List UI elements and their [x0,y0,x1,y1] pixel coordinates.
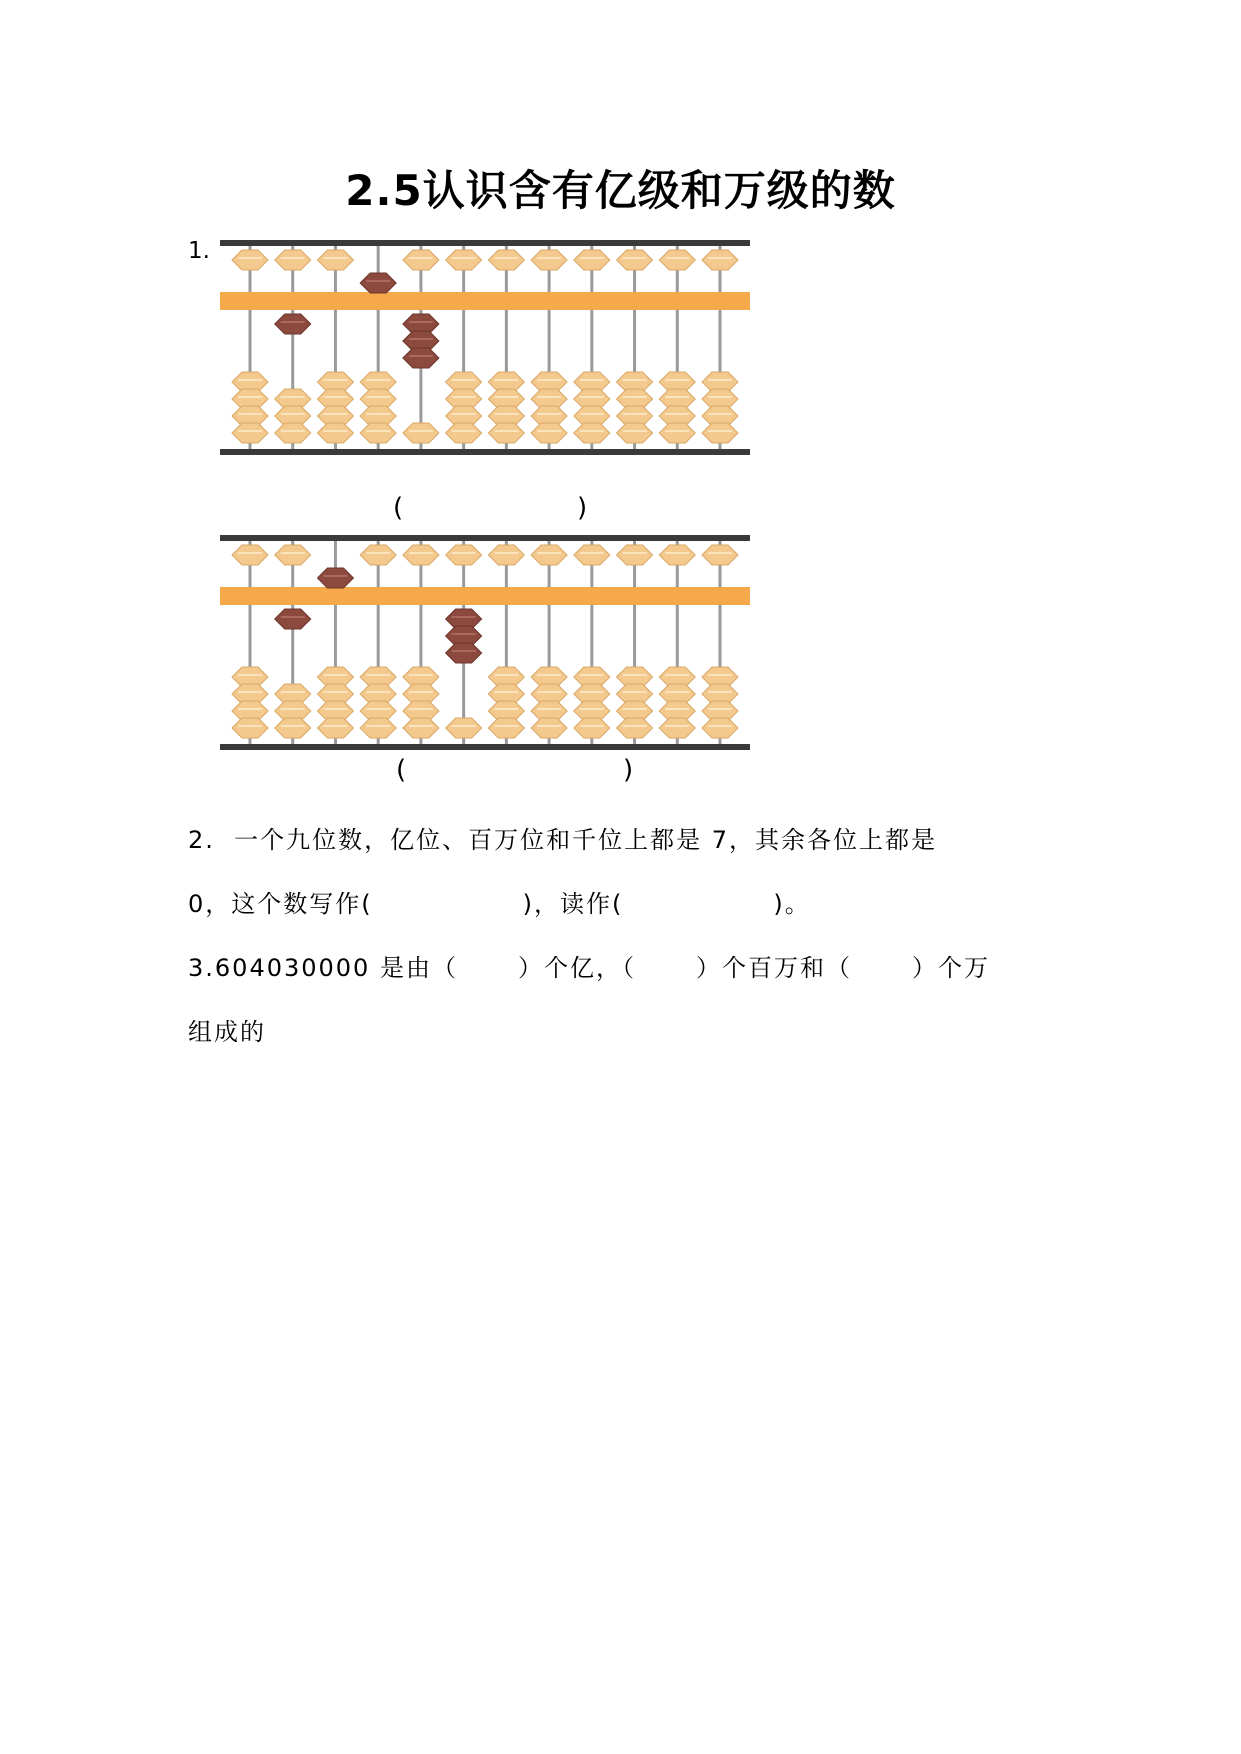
question-2-read-label: )，读作( [522,890,624,918]
abacus-2-lower-bead-9-4 [574,718,610,738]
abacus-1-upper-bead-2 [275,250,311,270]
abacus-2-lower-bead-4-4 [360,718,396,738]
abacus-1-upper-bead-9 [574,250,610,270]
abacus-1-beam [220,292,750,310]
abacus-2-answer-open-paren: ( [396,755,407,785]
abacus-2-upper-bead-5 [403,545,439,565]
abacus-1-answer-close-paren: ) [577,493,588,523]
abacus-2-lower-bead-11-4 [659,718,695,738]
abacus-1 [220,240,750,455]
abacus-2-lower-bead-3-4 [317,718,353,738]
abacus-2-upper-bead-4 [360,545,396,565]
abacus-1-upper-bead-11 [659,250,695,270]
abacus-2-lower-bead-2-4 [275,718,311,738]
abacus-2-lower-bead-6-4 [446,718,482,738]
abacus-2-upper-bead-10 [617,545,653,565]
abacus-2-upper-bead-2 [275,545,311,565]
abacus-1-lower-bead-6-4 [446,423,482,443]
abacus-1-lower-bead-11-4 [659,423,695,443]
question-1-number: 1. [188,238,210,264]
abacus-2-upper-bead-11 [659,545,695,565]
abacus-1-upper-bead-3 [317,250,353,270]
abacus-2-beam [220,587,750,605]
question-3-part-2: ）个亿，（ [517,954,636,982]
abacus-2-lower-bead-7-4 [488,718,524,738]
question-2-line-2 [188,884,811,919]
abacus-1-top-frame [220,240,750,246]
abacus-1-lower-bead-3-4 [317,423,353,443]
abacus-1-upper-bead-10 [617,250,653,270]
question-3-part-3: ）个百万和（ [695,954,852,982]
abacus-1-upper-bead-6 [446,250,482,270]
abacus-1-upper-bead-5 [403,250,439,270]
abacus-2-lower-bead-5-4 [403,718,439,738]
question-3-part-4: ）个万 [911,954,990,982]
question-2-end: )。 [773,890,811,918]
question-3-part-1: 3.604030000 是由（ [188,954,458,982]
abacus-2-upper-bead-9 [574,545,610,565]
abacus-1-upper-bead-7 [488,250,524,270]
abacus-1-lower-bead-5-4 [403,423,439,443]
abacus-2-lower-bead-12-4 [702,718,738,738]
abacus-2-lower-bead-2-1 [275,609,311,629]
abacus-1-upper-bead-4 [360,273,396,293]
abacus-2-lower-bead-1-4 [232,718,268,738]
abacus-1-graphic [220,240,750,455]
abacus-1-lower-bead-7-4 [488,423,524,443]
abacus-1-lower-bead-10-4 [617,423,653,443]
question-3-line-1 [188,948,990,983]
abacus-2-graphic [220,535,750,750]
page-title: 2.5认识含有亿级和万级的数 [345,166,896,215]
abacus-2-upper-bead-12 [702,545,738,565]
abacus-2-upper-bead-1 [232,545,268,565]
question-2-write-label: 0，这个数写作( [188,890,373,918]
abacus-1-upper-bead-8 [531,250,567,270]
question-2-line-1: 2. 一个九位数，亿位、百万位和千位上都是 7，其余各位上都是 [188,826,938,854]
abacus-2-upper-bead-3 [317,568,353,588]
abacus-2-lower-bead-8-4 [531,718,567,738]
abacus-1-lower-bead-2-1 [275,314,311,334]
abacus-1-upper-bead-12 [702,250,738,270]
abacus-1-lower-bead-2-4 [275,423,311,443]
abacus-1-upper-bead-1 [232,250,268,270]
abacus-2-bottom-frame [220,744,750,750]
abacus-2-lower-bead-6-3 [446,643,482,663]
abacus-1-lower-bead-8-4 [531,423,567,443]
abacus-1-lower-bead-4-4 [360,423,396,443]
question-3-line-2: 组成的 [188,1018,266,1046]
abacus-1-lower-bead-5-3 [403,348,439,368]
abacus-2-top-frame [220,535,750,541]
abacus-2-lower-bead-10-4 [617,718,653,738]
abacus-1-answer-open-paren: ( [393,493,404,523]
abacus-2-upper-bead-7 [488,545,524,565]
abacus-1-lower-bead-12-4 [702,423,738,443]
abacus-1-lower-bead-9-4 [574,423,610,443]
abacus-2-upper-bead-6 [446,545,482,565]
abacus-1-lower-bead-1-4 [232,423,268,443]
abacus-2 [220,535,750,750]
abacus-2-answer-close-paren: ) [623,755,634,785]
abacus-2-upper-bead-8 [531,545,567,565]
abacus-1-bottom-frame [220,449,750,455]
